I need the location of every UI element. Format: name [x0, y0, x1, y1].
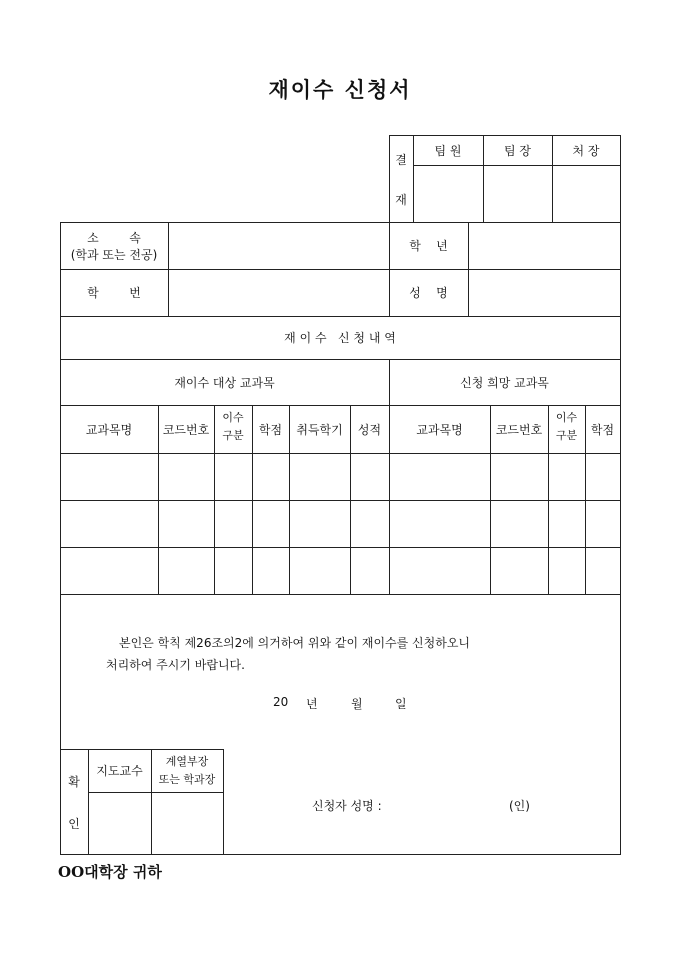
name-label: 성 명 — [409, 286, 448, 300]
statement-line-2: 처리하여 주시기 바랍니다. — [106, 658, 245, 672]
approval-sign-director[interactable] — [553, 166, 620, 222]
left-header-grade: 성적 — [357, 422, 382, 437]
retake-course-row[interactable] — [61, 454, 389, 500]
retake-course-row[interactable] — [61, 548, 389, 594]
confirm-label-top: 확 — [68, 774, 80, 789]
retake-course-row[interactable] — [61, 501, 389, 547]
group-requested-courses: 신청 희망 교과목 — [460, 375, 549, 390]
approval-col-member: 팀 원 — [434, 143, 462, 158]
left-header-type-2: 구분 — [222, 429, 244, 442]
date-year-unit: 년 — [306, 697, 318, 711]
approval-sign-team-lead[interactable] — [484, 166, 552, 222]
approval-label-top: 결 — [395, 152, 407, 167]
requested-course-row[interactable] — [390, 501, 620, 547]
left-header-course-name: 교과목명 — [85, 422, 133, 437]
date-year: 20 — [273, 695, 289, 709]
affiliation-field[interactable] — [169, 223, 389, 269]
date-month-unit: 월 — [351, 697, 363, 711]
confirm-advisor-sign[interactable] — [89, 793, 151, 854]
student-id-field[interactable] — [169, 270, 389, 316]
applicant-signature-label: 신청자 성명 : — [312, 799, 382, 813]
addressee-footer: OO대학장 귀하 — [58, 863, 162, 881]
left-header-semester: 취득학기 — [296, 422, 343, 437]
confirm-head-label-2: 또는 학과장 — [158, 773, 216, 786]
right-header-type-1: 이수 — [555, 411, 578, 424]
confirm-head-label-1: 계열부장 — [165, 755, 209, 768]
applicant-signature-field[interactable] — [400, 792, 500, 816]
section-title: 재 이 수 신 청 내 역 — [284, 331, 396, 345]
approval-col-director: 처 장 — [572, 143, 600, 158]
affiliation-label-sub: (학과 또는 전공) — [70, 248, 158, 262]
student-id-label: 학 번 — [87, 286, 141, 300]
right-header-credit: 학점 — [590, 422, 615, 437]
requested-course-row[interactable] — [390, 454, 620, 500]
confirm-head-sign[interactable] — [152, 793, 223, 854]
approval-sign-member[interactable] — [414, 166, 483, 222]
confirm-label-bottom: 인 — [68, 816, 80, 831]
affiliation-label: 소 속 — [87, 231, 141, 245]
name-field[interactable] — [469, 270, 620, 316]
left-header-code: 코드번호 — [162, 422, 210, 437]
grade-field[interactable] — [469, 223, 620, 269]
right-header-type-2: 구분 — [555, 429, 578, 442]
date-day-unit: 일 — [395, 697, 407, 711]
requested-course-row[interactable] — [390, 548, 620, 594]
grade-label: 학 년 — [409, 239, 448, 253]
statement-line-1: 본인은 학칙 제26조의2에 의거하여 위와 같이 재이수를 신청하오니 — [119, 636, 470, 650]
document-title: 재이수 신청서 — [268, 77, 412, 102]
confirm-advisor-label: 지도교수 — [96, 764, 143, 778]
right-header-code: 코드번호 — [495, 422, 543, 437]
left-header-credit: 학점 — [258, 422, 283, 437]
approval-col-team-lead: 팀 장 — [504, 143, 531, 158]
right-header-course-name: 교과목명 — [416, 422, 463, 437]
approval-label-bottom: 재 — [395, 192, 407, 207]
group-retake-courses: 재이수 대상 교과목 — [174, 375, 275, 390]
left-header-type-1: 이수 — [222, 411, 244, 424]
applicant-seal-mark: (인) — [509, 799, 530, 813]
